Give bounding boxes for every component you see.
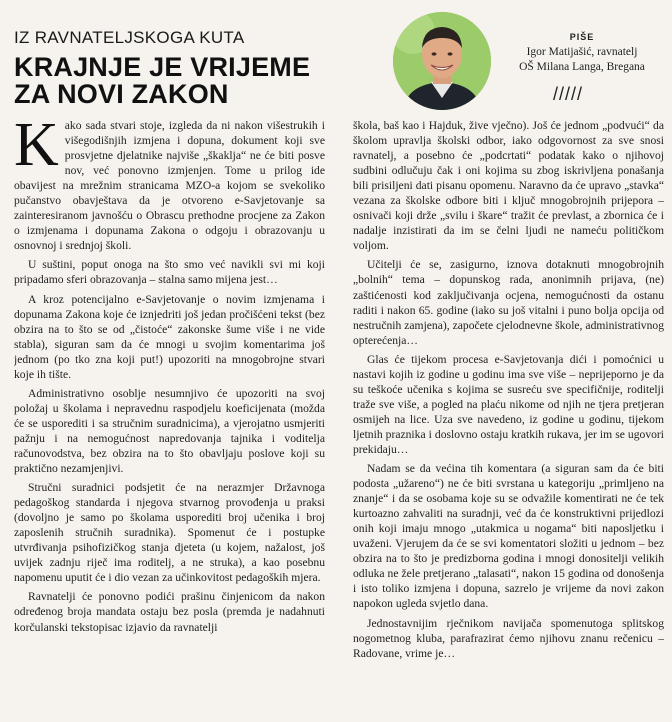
author-school: OŠ Milana Langa, Bregana (519, 61, 645, 73)
decorative-slashes: ///// (553, 84, 584, 104)
paragraph: Učitelji će se, zasigurno, iznova dotaknuti mnogobrojnih „bolnih“ tema – dopunskog rada, anonimnih prijava, (ne) zaštićenosti kod zaključivanja ocjena, nemogućnosti da ostanu raditi i nakon 65. godine (iako su još vitalni i puno bolja opcija od nestručnih zamjena), započete cjelodnevne škole, administrativnog opterećenja… (353, 258, 664, 347)
paragraph: A kroz potencijalno e-Savjetovanje o novim izmjenama i dopunama Zakona koje će iznjedriti još jedan pročišćeni tekst (bez obzira na to što se od „čistoće“ zakonske šume više i ne vide stabla), siguran sam da će mnogi u svojim komentarima još jednom (po tko zna koji put!) upozoriti na mnogobrojne stvari koje ih tište. (14, 292, 325, 381)
article-body (14, 118, 664, 718)
author-box (502, 30, 662, 75)
section-kicker: IZ RAVNATELJSKOGA KUTA (14, 28, 245, 47)
article-headline: KRAJNJE JE VRIJEME ZA NOVI ZAKON (14, 52, 311, 109)
author-name: Igor Matijašić, ravnatelj (526, 46, 638, 58)
author-portrait-icon (393, 12, 491, 110)
drop-cap: K (14, 118, 59, 179)
article-column-right (353, 118, 664, 718)
paragraph: škola, baš kao i Hajduk, žive vječno). Još će jednom „podvući“ da školom upravlja školski odbor, iako odgovornost za sve snosi ravnatelj, a posebno će „podcrtati“ podatak kako o njihovoj sudbini odlučuju čak i oni kojima su zbog iskrivljena ponašanja bili prisiljeni dati pisanu opomenu. Naravno da će upravo „stavka“ vezana za školske odbore biti i ključ mnogobrojnih prijepora – osnivači koji drže „svilu i škare“ tražit će prevlast, a zbornica će i nadalje inzistirati da im se čelni ljudi ne nameću političkom voljom. (353, 119, 664, 253)
article-column-left (14, 118, 325, 718)
paragraph: Kako sada stvari stoje, izgleda da ni nakon višestrukih i višegodišnjih izmjena i dopuna, dokument koji sve prosvjetne djelatnike najviše „škaklja“ ne će biti posve nov, već ponovno izmjenjen. Tome u prilog ide obavijest na mrežnim stranicama MZO-a kojom se svekoliko pučanstvo obavještava da je otvoreno e-Savjetovanje sa zainteresiranom javnošću o Obrascu prethodne procjene za Zakon o izmjenama i dopunama Zakona o odgoju i obrazovanju u osnovnoj i srednjoj školi. (14, 118, 325, 253)
paragraph: Administrativno osoblje nesumnjivo će upozoriti na svoj položaj u školama i nepravednu raspodjelu koeficijenata (možda će se usporediti i sa stručnim suradnicima), a vjerojatno usmjeriti pažnju i na nemogućnost napredovanja tajnika i voditelja računovodstva, bez obzira na to što obavljaju poslove koji su praktično nezamjenjivi. (14, 386, 325, 476)
author-photo (393, 12, 491, 110)
author-label: PIŠE (569, 32, 595, 42)
paragraph: Stručni suradnici podsjetit će na nerazmjer Državnoga pedagoškog standarda i njegova stvarnog provođenja u praksi (dovoljno je samo po školama usporediti broj učenika i broj zaposlenih stručnih suradnika). Spomenut će i postupke utvrđivanja psihofizičkog stanja djeteta (u kojem, nažalost, još uvijek zadnju riječ ima roditelj, a ne struka), a kao posebnu napomenu uputit će i dio vezan za učinkovitost pedagoških mjera. (14, 481, 325, 585)
paragraph: Nadam se da većina tih komentara (a siguran sam da će biti podosta „užareno“) ne će biti svrstana u kategoriju „primljeno na znanje“ i da se osobama koje su se odvažile komentirati ne će tek kurtoazno zahvaliti na suradnji, već da će konstruktivni prijedlozi onih koji imaju mnogo „utakmica u nogama“ biti naposljetku i uvaženi. Vjerujem da će se svi komentatori složiti u jednom – bez obzira na to što je predizborna godina i mnogi donositelji velikih odluka ne žele pretjerano „talasati“, nakon 15 godina od donošenja i isto toliko izmjena i dopuna, sazrelo je vrijeme da novi zakon napokon ugleda svjetlo dana. (353, 462, 664, 611)
paragraph: Glas će tijekom procesa e-Savjetovanja dići i pomoćnici u nastavi kojih iz godine u godinu ima sve više – neprijeporno je da su teškoće učenika s kojima se susreću sve specifičnije, roditelji traže sve više, a pogled na plaću nikome od njih ne tjera pretjeran osmijeh na lice. Uza sve navedeno, iz godine u godinu, tijekom ljetnih praznika i doslovno ostaju kratkih rukava, jer im se ugovori prekidaju… (353, 352, 664, 456)
paragraph: U suštini, poput onoga na što smo već navikli svi mi koji pripadamo sferi obrazovanja – stalna samo mijena jest… (14, 258, 325, 287)
paragraph: Ravnatelji će ponovno podići prašinu činjenicom da nakon određenog broja mandata ostaju bez posla (premda je nadahnuti korčulanski tekstopisac izjavio da ravnatelji (14, 590, 325, 634)
paragraph: Jednostavnijim rječnikom navijača spomenutoga splitskog nogometnog kluba, parafrazirat ćemo njihovu znanu rečenicu – Radovane, vrime je… (353, 616, 664, 660)
